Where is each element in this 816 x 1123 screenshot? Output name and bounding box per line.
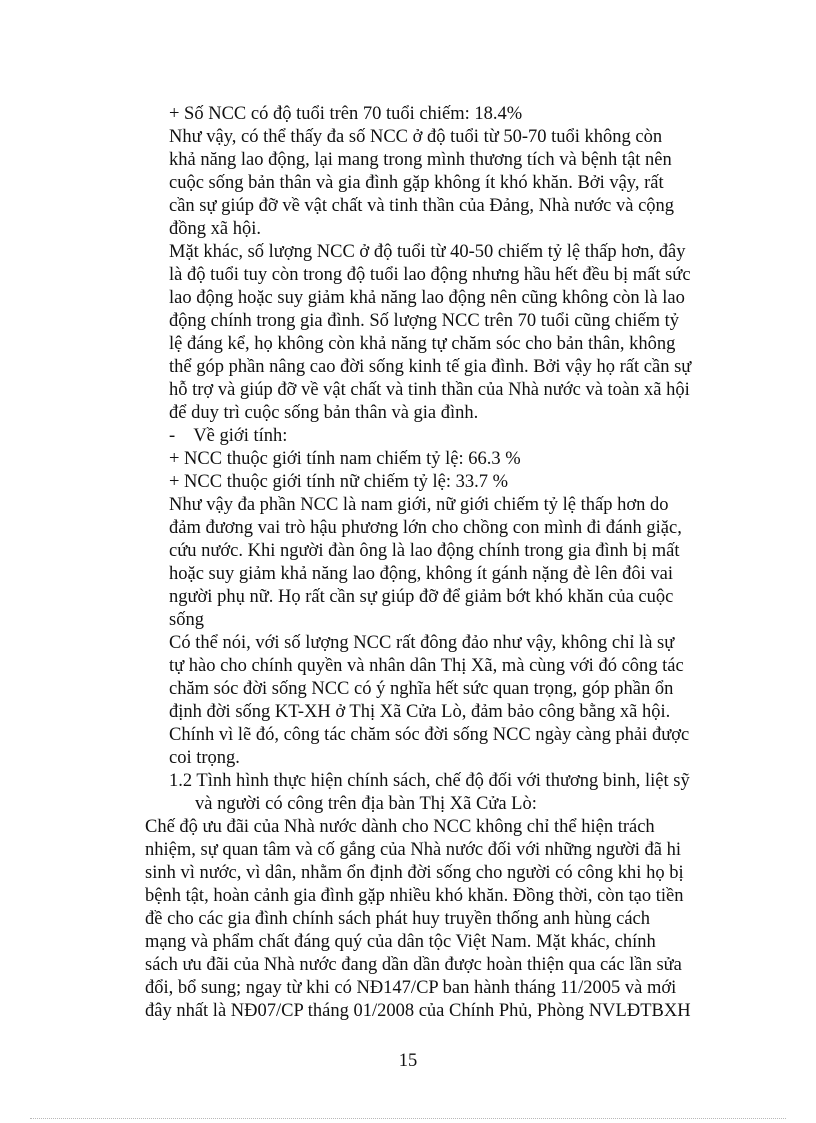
section-heading: và người có công trên địa bàn Thị Xã Cửa Lò: (195, 794, 537, 814)
text-line: là độ tuổi tuy còn trong độ tuổi lao động nhưng hầu hết đều bị mất sức (169, 265, 691, 285)
text-line: khả năng lao động, lại mang trong mình thương tích và bệnh tật nên (169, 150, 672, 170)
text-line: bệnh tật, hoàn cảnh gia đình gặp nhiều khó khăn. Đồng thời, còn tạo tiền (145, 886, 684, 906)
text-line: định đời sống KT-XH ở Thị Xã Cửa Lò, đảm bảo công bằng xã hội. (169, 702, 671, 722)
text-line: Như vậy, có thể thấy đa số NCC ở độ tuổi từ 50-70 tuổi không còn (169, 127, 663, 147)
text-line: nhiệm, sự quan tâm và cố gắng của Nhà nước đối với những người đã hi (145, 840, 681, 860)
text-line: thể góp phần nâng cao đời sống kinh tế gia đình. Bởi vậy họ rất cần sự (169, 357, 692, 377)
text-line: coi trọng. (169, 748, 240, 768)
text-line: + Số NCC có độ tuổi trên 70 tuổi chiếm: 18.4% (169, 104, 523, 124)
text-line: đổi, bổ sung; ngay từ khi có NĐ147/CP ban hành tháng 11/2005 và mới (145, 978, 677, 998)
text-line: Mặt khác, số lượng NCC ở độ tuổi từ 40-50 chiếm tỷ lệ thấp hơn, đây (169, 242, 686, 262)
text-line: đây nhất là NĐ07/CP tháng 01/2008 của Chính Phủ, Phòng NVLĐTBXH (145, 1001, 691, 1021)
text-line: Như vậy đa phần NCC là nam giới, nữ giới chiếm tỷ lệ thấp hơn do (169, 495, 669, 515)
text-line: sống (169, 610, 204, 630)
text-line: Có thể nói, với số lượng NCC rất đông đảo như vậy, không chỉ là sự (169, 633, 675, 653)
text-line: lệ đáng kể, họ không còn khả năng tự chăm sóc cho bản thân, không (169, 334, 676, 354)
text-line: Chế độ ưu đãi của Nhà nước dành cho NCC không chỉ thể hiện trách (145, 817, 655, 837)
text-line: tự hào cho chính quyền và nhân dân Thị Xã, mà cùng với đó công tác (169, 656, 684, 676)
text-line: + NCC thuộc giới tính nam chiếm tỷ lệ: 66.3 % (169, 449, 521, 469)
text-line: lao động hoặc suy giảm khả năng lao động nên cũng không còn là lao (169, 288, 685, 308)
list-heading: - Về giới tính: (169, 426, 288, 446)
text-line: đảm đương vai trò hậu phương lớn cho chồng con mình đi đánh giặc, (169, 518, 682, 538)
text-line: người phụ nữ. Họ rất cần sự giúp đỡ để giảm bớt khó khăn của cuộc (169, 587, 674, 607)
text-line: chăm sóc đời sống NCC có ý nghĩa hết sức quan trọng, góp phần ổn (169, 679, 674, 699)
text-line: Chính vì lẽ đó, công tác chăm sóc đời sống NCC ngày càng phải được (169, 725, 690, 745)
text-line: + NCC thuộc giới tính nữ chiếm tỷ lệ: 33.7 % (169, 472, 509, 492)
text-line: đề cho các gia đình chính sách phát huy truyền thống anh hùng cách (145, 909, 650, 929)
page-number: 15 (398, 1051, 418, 1071)
text-line: động chính trong gia đình. Số lượng NCC trên 70 tuổi cũng chiếm tỷ (169, 311, 680, 331)
text-line: để duy trì cuộc sống bản thân và gia đình. (169, 403, 479, 423)
section-heading: 1.2 Tình hình thực hiện chính sách, chế độ đối với thương binh, liệt sỹ (169, 771, 690, 791)
text-line: hỗ trợ và giúp đỡ về vật chất và tinh thần của Nhà nước và toàn xã hội (169, 380, 690, 400)
text-line: sách ưu đãi của Nhà nước đang dần dần được hoàn thiện qua các lần sửa (145, 955, 682, 975)
text-line: cứu nước. Khi người đàn ông là lao động chính trong gia đình bị mất (169, 541, 680, 561)
text-line: mạng và phẩm chất đáng quý của dân tộc Việt Nam. Mặt khác, chính (145, 932, 656, 952)
text-line: hoặc suy giảm khả năng lao động, không ít gánh nặng đè lên đôi vai (169, 564, 674, 584)
page-bottom-divider (30, 1118, 786, 1119)
text-line: cuộc sống bản thân và gia đình gặp không ít khó khăn. Bởi vậy, rất (169, 173, 664, 193)
text-line: đồng xã hội. (169, 219, 261, 239)
text-line: sinh vì nước, vì dân, nhằm ổn định đời sống cho người có công khi họ bị (145, 863, 684, 883)
text-line: cần sự giúp đỡ về vật chất và tinh thần của Đảng, Nhà nước và cộng (169, 196, 675, 216)
